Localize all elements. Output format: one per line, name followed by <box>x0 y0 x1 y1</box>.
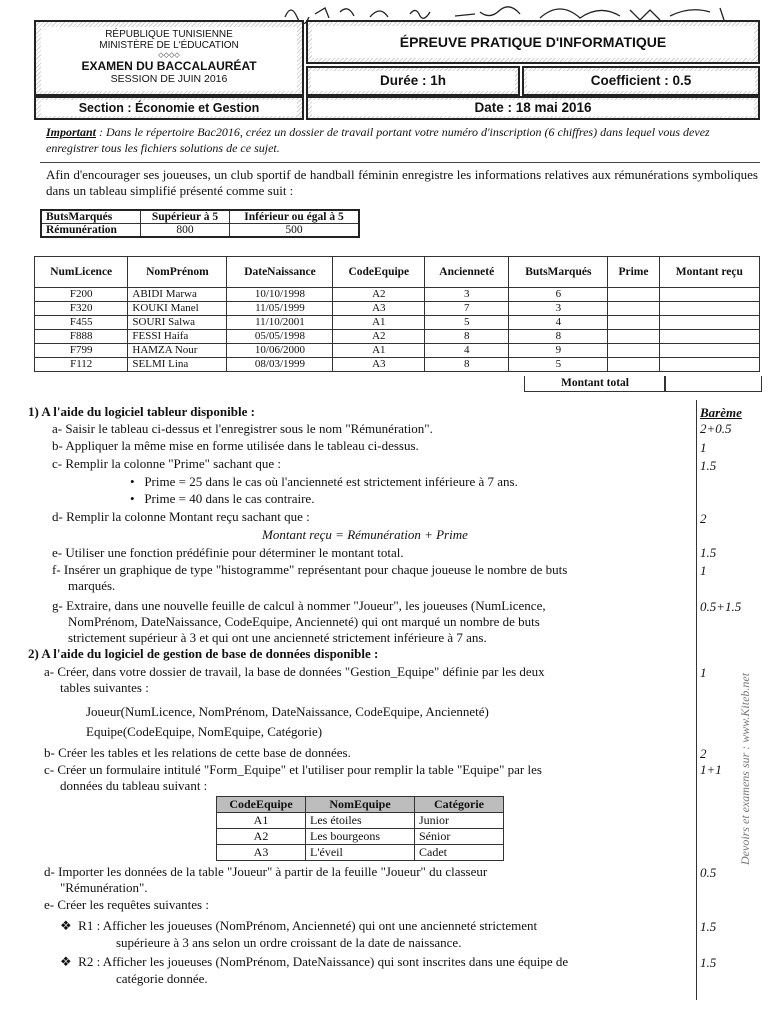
bareme-1f: 1 <box>700 563 707 578</box>
coefficient-text: Coefficient : 0.5 <box>527 71 755 91</box>
table-row <box>35 358 760 372</box>
table-cell <box>659 302 759 316</box>
remun-sup: Supérieur à 5 <box>141 210 230 224</box>
table-cell: A1 <box>333 316 425 330</box>
table-row <box>35 288 760 302</box>
p2-d2: "Rémunération". <box>60 880 148 895</box>
table-cell: F799 <box>35 344 128 358</box>
table-cell: Sénior <box>415 829 504 845</box>
table-cell: F455 <box>35 316 128 330</box>
table-cell: Junior <box>415 813 504 829</box>
header-coef-box <box>522 66 760 96</box>
bareme-1e: 1.5 <box>700 545 717 560</box>
date-text: Date : 18 mai 2016 <box>312 100 754 116</box>
remun-inf: Inférieur ou égal à 5 <box>230 210 360 224</box>
p2-a1: a- Créer, dans votre dossier de travail, la base de données "Gestion_Equipe" définie par les deux <box>44 664 545 679</box>
table-cell: 11/10/2001 <box>227 316 333 330</box>
table-cell: 8 <box>425 358 509 372</box>
table-cell: F320 <box>35 302 128 316</box>
main-col-header: NumLicence <box>35 257 128 288</box>
table-cell: 5 <box>509 358 608 372</box>
remun-header: ButsMarqués <box>41 210 141 224</box>
p2-r2a-text: R2 : Afficher les joueuses (NomPrénom, DateNaissance) qui sont inscrites dans une équipe de <box>78 954 569 969</box>
part2-title: 2) A l'aide du logiciel de gestion de base de données disponible : <box>28 646 379 661</box>
bareme-2r1: 1.5 <box>700 919 717 934</box>
p2-r1a: ❖ R1 : Afficher les joueuses (NomPrénom, Ancienneté) qui ont une ancienneté strictement <box>60 918 538 933</box>
table-cell: SOURI Salwa <box>128 316 227 330</box>
table-cell: Les bourgeons <box>306 829 415 845</box>
p2-equipe: Equipe(CodeEquipe, NomEquipe, Catégorie) <box>86 724 323 739</box>
bareme-1d: 2 <box>700 511 707 526</box>
important-note <box>46 124 756 156</box>
table-cell: F112 <box>35 358 128 372</box>
table-cell <box>608 302 659 316</box>
p1-f2: marqués. <box>68 578 116 593</box>
main-col-header: NomPrénom <box>128 257 227 288</box>
table-cell: 3 <box>425 288 509 302</box>
table-cell: KOUKI Manel <box>128 302 227 316</box>
divider <box>40 162 760 163</box>
equipe-col-header: NomEquipe <box>306 797 415 813</box>
bareme-line <box>696 400 697 1000</box>
table-cell: A3 <box>333 302 425 316</box>
bareme-2c: 1+1 <box>700 762 722 777</box>
table-cell: 6 <box>509 288 608 302</box>
p2-e: e- Créer les requêtes suivantes : <box>44 897 209 912</box>
p2-r1b: supérieure à 3 ans selon un ordre croissant de la date de naissance. <box>116 935 462 950</box>
main-col-header: Ancienneté <box>425 257 509 288</box>
main-col-header: DateNaissance <box>227 257 333 288</box>
p1-a: a- Saisir le tableau ci-dessus et l'enregistrer sous le nom "Rémunération". <box>52 421 433 436</box>
table-cell: 4 <box>425 344 509 358</box>
main-col-header: CodeEquipe <box>333 257 425 288</box>
table-cell <box>659 344 759 358</box>
main-col-header: Montant reçu <box>659 257 759 288</box>
important-label: Important <box>46 125 97 139</box>
table-cell: HAMZA Nour <box>128 344 227 358</box>
table-cell: 5 <box>425 316 509 330</box>
table-cell: 8 <box>425 330 509 344</box>
dots-text: ◇◇◇◇ <box>158 52 180 59</box>
table-cell: Cadet <box>415 845 504 861</box>
bareme-2r2: 1.5 <box>700 955 717 970</box>
table-cell: F888 <box>35 330 128 344</box>
table-cell: 7 <box>425 302 509 316</box>
bareme-2a: 1 <box>700 665 707 680</box>
p2-d1: d- Importer les données de la table "Joueur" à partir de la feuille "Joueur" du classeur <box>44 864 488 879</box>
remun-800: 800 <box>141 224 230 238</box>
p1-f1: f- Insérer un graphique de type "histogramme" représentant pour chaque joueuse le nombre de buts <box>52 562 568 577</box>
p2-b: b- Créer les tables et les relations de cette base de données. <box>44 745 351 760</box>
table-cell: 4 <box>509 316 608 330</box>
p2-r2a: ❖ R2 : Afficher les joueuses (NomPrénom, DateNaissance) qui sont inscrites dans une équipe de <box>60 954 569 969</box>
joueuses-table <box>34 256 760 372</box>
table-cell: ABIDI Marwa <box>128 288 227 302</box>
table-cell <box>659 288 759 302</box>
p2-c2: données du tableau suivant : <box>60 778 208 793</box>
part1-title: 1) A l'aide du logiciel tableur disponible : <box>28 404 255 419</box>
bareme-1a: 2+0.5 <box>700 421 732 436</box>
table-row <box>217 829 504 845</box>
table-cell: L'éveil <box>306 845 415 861</box>
p1-g1: g- Extraire, dans une nouvelle feuille de calcul à nommer "Joueur", les joueuses (NumLicence, <box>52 598 546 613</box>
epreuve-text: ÉPREUVE PRATIQUE D'INFORMATIQUE <box>312 26 754 58</box>
p2-c1: c- Créer un formulaire intitulé "Form_Equipe" et l'utiliser pour remplir la table "Equipe" par les <box>44 762 542 777</box>
table-cell: A1 <box>333 344 425 358</box>
bareme-2d: 0.5 <box>700 865 717 880</box>
table-cell: 8 <box>509 330 608 344</box>
table-cell: SELMI Lina <box>128 358 227 372</box>
remun-500: 500 <box>230 224 360 238</box>
section-text: Section : Économie et Gestion <box>41 100 297 116</box>
table-cell: A2 <box>333 288 425 302</box>
table-cell: FESSI Haifa <box>128 330 227 344</box>
duree-text: Durée : 1h <box>311 71 515 91</box>
table-cell <box>659 358 759 372</box>
main-col-header: ButsMarqués <box>509 257 608 288</box>
table-cell <box>659 330 759 344</box>
p1-c2: • Prime = 40 dans le cas contraire. <box>130 491 315 506</box>
p2-r2b: catégorie donnée. <box>116 971 208 986</box>
montant-total-label: Montant total <box>524 376 666 392</box>
table-cell <box>659 316 759 330</box>
table-cell <box>608 330 659 344</box>
part1-title-text: 1) A l'aide du logiciel tableur disponible <box>28 404 248 419</box>
table-cell: 11/05/1999 <box>227 302 333 316</box>
republique-text: RÉPUBLIQUE TUNISIENNE <box>105 29 233 40</box>
table-cell: 10/10/1998 <box>227 288 333 302</box>
table-cell <box>608 316 659 330</box>
table-cell: A1 <box>217 813 306 829</box>
bareme-1b: 1 <box>700 440 707 455</box>
important-text: : Dans le répertoire Bac2016, créez un dossier de travail portant votre numéro d'inscription (6 chiffres) dans lequel vous devez enregistrer tous les fichiers solutions de ce sujet. <box>46 125 710 155</box>
remuneration-table <box>40 209 360 238</box>
remun-label: Rémunération <box>41 224 141 238</box>
p2-r1a-text: R1 : Afficher les joueuses (NomPrénom, Ancienneté) qui ont une ancienneté strictement <box>78 918 538 933</box>
p1-c: c- Remplir la colonne "Prime" sachant que : <box>52 456 282 471</box>
table-cell: 08/03/1999 <box>227 358 333 372</box>
table-cell: A3 <box>217 845 306 861</box>
table-cell: F200 <box>35 288 128 302</box>
p2-a2: tables suivantes : <box>60 680 149 695</box>
equipe-col-header: Catégorie <box>415 797 504 813</box>
table-cell <box>608 358 659 372</box>
watermark: Devoirs et examens sur : www.Kiteb.net <box>738 672 752 865</box>
header-duree-box <box>306 66 520 96</box>
p1-d: d- Remplir la colonne Montant reçu sachant que : <box>52 509 310 524</box>
p1-g2: NomPrénom, DateNaissance, CodeEquipe, Ancienneté) qui ont marqué un nombre de buts <box>68 614 540 629</box>
table-cell: Les étoiles <box>306 813 415 829</box>
session-text: SESSION DE JUIN 2016 <box>110 73 228 85</box>
header-epreuve-box <box>306 20 760 64</box>
p1-g3: strictement supérieur à 3 et qui ont une ancienneté strictement inférieure à 7 ans. <box>68 630 487 645</box>
equipe-col-header: CodeEquipe <box>217 797 306 813</box>
bareme-1c: 1.5 <box>700 458 717 473</box>
table-row <box>35 330 760 344</box>
table-row <box>217 813 504 829</box>
bareme-title: Barème <box>700 405 742 420</box>
table-cell: 9 <box>509 344 608 358</box>
bareme-2b: 2 <box>700 746 707 761</box>
header-section-box <box>34 96 304 120</box>
equipe-table <box>216 796 504 861</box>
table-cell <box>608 344 659 358</box>
table-row <box>217 845 504 861</box>
p1-c1: • Prime = 25 dans le cas où l'ancienneté est strictement inférieure à 7 ans. <box>130 474 518 489</box>
table-row <box>35 316 760 330</box>
examen-text: EXAMEN DU BACCALAURÉAT <box>81 59 257 73</box>
table-cell: 3 <box>509 302 608 316</box>
main-col-header: Prime <box>608 257 659 288</box>
header-date-box <box>306 96 760 120</box>
table-cell: 05/05/1998 <box>227 330 333 344</box>
p1-formula: Montant reçu = Rémunération + Prime <box>262 527 468 542</box>
p1-c1-text: Prime = 25 dans le cas où l'ancienneté est strictement inférieure à 7 ans. <box>144 474 518 489</box>
p1-c2-text: Prime = 40 dans le cas contraire. <box>144 491 315 506</box>
table-cell: 10/06/2000 <box>227 344 333 358</box>
p2-joueur: Joueur(NumLicence, NomPrénom, DateNaissance, CodeEquipe, Ancienneté) <box>86 704 489 719</box>
table-row <box>35 302 760 316</box>
table-cell: A2 <box>217 829 306 845</box>
table-cell: A2 <box>333 330 425 344</box>
ministere-text: MINISTÈRE DE L'ÉDUCATION <box>99 40 239 51</box>
table-row <box>35 344 760 358</box>
table-cell <box>608 288 659 302</box>
p1-e: e- Utiliser une fonction prédéfinie pour déterminer le montant total. <box>52 545 404 560</box>
montant-total-cell <box>664 376 762 392</box>
bareme-1g: 0.5+1.5 <box>700 599 742 614</box>
header-left-box <box>34 20 304 96</box>
p1-b: b- Appliquer la même mise en forme utilisée dans le tableau ci-dessus. <box>52 438 419 453</box>
intro-text: Afin d'encourager ses joueuses, un club sportif de handball féminin enregistre les informations relatives aux rémunérations symboliques dans un tableau simplifié présenté comme suit : <box>46 167 758 198</box>
table-cell: A3 <box>333 358 425 372</box>
